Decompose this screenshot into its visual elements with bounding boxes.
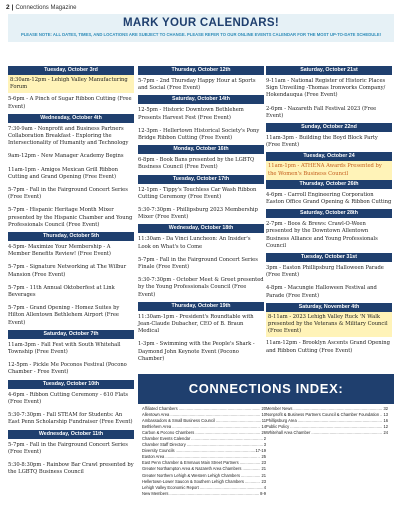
- index-entry: [266, 430, 388, 436]
- index-entry-page: 26: [261, 430, 266, 436]
- page-title: MARK YOUR CALENDARS!: [123, 17, 279, 29]
- calendar-event: 5-7pm - Fall in the Fairground Concert Series (Free Event): [8, 441, 128, 455]
- day-header: Saturday, November 4th: [266, 303, 392, 312]
- index-entry-name: Diversity Councils: [142, 448, 175, 454]
- day-header: Thursday, October 12th: [138, 66, 264, 75]
- calendar-event: 9am-12pm - New Manager Academy Begins: [8, 153, 124, 160]
- calendar-event: 5-7pm - Signature Networking at The Wilbur Mansion (Free Event): [8, 264, 127, 278]
- calendar-event: 5:30-8:30pm - Rainbow Bar Crawl presented by the LGBTQ Business Council: [8, 461, 134, 476]
- index-entry: [142, 491, 266, 497]
- index-entry-page: 11: [261, 418, 266, 424]
- calendar-event: 5:30-7:30pm - Fall STEAM for Students: An East Penn Scholarship Fundraiser (Free Event): [8, 412, 133, 426]
- index-entry-name: Greater Northern Lehigh & Western Lehigh Chambers: [142, 472, 240, 478]
- index-entry-page: 4: [263, 484, 266, 490]
- calendar-event: 5:30-7:30pm - Phillipsburg 2023 Membership Mixer (Free Event): [138, 207, 258, 221]
- index-entry-name: Member News: [266, 406, 293, 411]
- day-header: Tuesday, October 31st: [266, 253, 392, 262]
- day-header: Thursday, October 19th: [138, 302, 264, 311]
- day-header: Monday, October 16th: [138, 145, 264, 154]
- index-entry-page: 24: [383, 430, 388, 436]
- index-entry-name: Affiliated Chambers: [142, 406, 178, 411]
- day-header: Thursday, October 5th: [8, 232, 134, 241]
- index-title: CONNECTIONS INDEX:: [188, 381, 344, 396]
- day-header: Tuesday, October 10th: [8, 380, 134, 389]
- calendar-event: 11am-3pm - Building the Boyd Block Party (Free Event): [266, 135, 378, 149]
- calendar-event: 12-5pm - Historic Downtown Bethlehem Presents Harvest Fest (Free Event): [138, 107, 244, 121]
- schedule-notice: PLEASE NOTE: ALL DATES, TIMES, AND LOCATIONS ARE SUBJECT TO CHANGE. PLEASE REFER TO OUR ONLINE EVENTS CALENDAR FOR THE MOST UP-TO-DATE SCHEDULE!: [20, 32, 382, 37]
- index-list-right: [266, 406, 388, 436]
- day-header: Wednesday, October 18th: [138, 224, 264, 233]
- index-entry-name: Greater Northampton Area & Nazareth Area Chambers: [142, 466, 242, 472]
- day-header: Tuesday, October 24: [266, 152, 392, 161]
- day-header: Tuesday, October 17th: [138, 175, 264, 184]
- index-entry-name: Bethlehem Area: [142, 424, 172, 430]
- calendar-event: 5-7pm - 2nd Thursday Happy Hour at Sports and Social (Free Event): [138, 78, 256, 92]
- calendar-event: 11am-12pm - Brooklyn Ascents Grand Opening and Ribbon Cutting (Free Event): [266, 340, 390, 354]
- index-entry-name: Nonprofit & Business Partners Council & Chamber Foundation: [266, 412, 380, 418]
- index-entry-page: 23: [261, 478, 266, 484]
- index-entry-page: 21: [261, 472, 266, 478]
- index-entry-page: 3: [263, 442, 266, 448]
- index-title-box: [138, 374, 394, 404]
- index-entry-page: 16: [383, 418, 388, 424]
- index-entry-page: 2: [263, 436, 266, 442]
- calendar-event: 12-5pm - Pickle Me Poconos Festival (Pocono Chamber - Free Event): [8, 362, 127, 376]
- index-entry-page: 12: [383, 424, 388, 430]
- index-entry-page: 8-9: [260, 490, 266, 496]
- index-entry-page: 10: [261, 412, 266, 418]
- index-entry-page: 21: [261, 466, 266, 472]
- index-entry-page: 13: [383, 412, 388, 418]
- calendar-event: 4-5pm- Maximize Your Membership - A Member Benefits Review! (Free Event): [8, 244, 111, 258]
- calendar-event: 8-11am - 2023 Lehigh Valley Ruck 'N Walk presented by the Veterans & Military Council (Free Event): [266, 312, 392, 338]
- day-header: Wednesday, October 11th: [8, 430, 134, 439]
- calendar-event: 5-7pm - Grand Opening - Homez Suites by Hilton Allentown Bethlehem Airport (Free Event): [8, 305, 120, 326]
- calendar-event: 4-6pm - Carroll Engineering Corporation Easton Office Grand Opening & Ribbon Cutting: [266, 191, 392, 206]
- header-separator: |: [11, 4, 14, 11]
- index-entry-name: New Members: [142, 490, 169, 496]
- day-header: Saturday, October 21st: [266, 66, 392, 75]
- day-header: Sunday, October 22nd: [266, 123, 392, 132]
- index-entry-name: Chamber Events Calendar: [142, 436, 191, 442]
- calendar-event: 5:30-7:30pm - October Meet & Greet presented by the Young Professionals Council (Free Event): [138, 277, 264, 298]
- index-leader-dots: [169, 491, 259, 497]
- index-entry-name: Chamber Staff Directory: [142, 442, 186, 448]
- calendar-event: 11am-1pm - Amigos Mexican Grill Ribbon Cutting and Grand Opening (Free Event): [8, 166, 118, 180]
- index-entry-name: East Penn Chamber & Emmaus Main Street Partners: [142, 460, 239, 466]
- index-entry-page: 25: [261, 454, 266, 460]
- day-header: Saturday, October 28th: [266, 209, 392, 218]
- day-header: Saturday, October 7th: [8, 330, 134, 339]
- calendar-event: 2-6pm - Nazareth Fall Festival 2023 (Free Event): [266, 105, 377, 119]
- index-entry-name: Hellertown-Lower Saucon & Southern Lehigh Chambers: [142, 478, 244, 484]
- calendar-event: 9-11am - National Register of Historic Places Sign Unveiling -Thomas Ironworks Company/ Hokendauqua (Free Event): [266, 78, 386, 99]
- calendar-event: 12-3pm - Hellertown Historical Society's Pony Bridge Ribbon Cutting (Free Event): [138, 127, 260, 142]
- index-list-left: [142, 406, 266, 497]
- index-entry-page: 14: [261, 424, 266, 430]
- calendar-event: 5-7pm - Fall in the Fairground Concert Series Finale (Free Event): [138, 256, 258, 271]
- calendar-event: 4-8pm - Macungie Halloween Festival and Parade (Free Event): [266, 285, 377, 299]
- calendar-event: 7:30-9am - Nonprofit and Business Partners Collaboration Breakfast - Exploring the Intersectionality of Humanity and Technology: [8, 125, 129, 147]
- magazine-name: Connections Magazine: [15, 5, 77, 11]
- day-header: Tuesday, October 3rd: [8, 66, 134, 75]
- index-entry-name: Phillipsburg Area: [266, 418, 297, 424]
- calendar-title-box: [8, 14, 394, 42]
- page-header: [6, 4, 77, 13]
- calendar-event: 5-7pm - Hispanic Heritage Month Mixer presented by the Hispanic Chamber and Young Professionals Council (Free Event): [8, 207, 133, 228]
- calendar-column-3: [266, 66, 392, 358]
- calendar-event: 11:30am-1pm - President's Roundtable with Jean-Claude Dubacher, CEO of B. Braun Medical: [138, 313, 254, 335]
- calendar-event: 11am-3pm - Fall Fest with South Whitehall Township (Free Event): [8, 341, 121, 356]
- calendar-event: 1-3pm - Swimming with the People's Shark - Daymond John Keynote Event (Pocono Chamber): [138, 341, 255, 362]
- calendar-event: 11:30am - Da Vinci Luncheon: An Insider's Look on What's to Come: [138, 236, 251, 250]
- calendar-event: 5-6pm - A Pinch of Sugar Ribbon Cutting (Free Event): [8, 96, 132, 110]
- index-entry-name: Easton Area: [142, 454, 165, 460]
- calendar-event: 5-7pm - Fall in the Fairground Concert Series (Free Event): [8, 187, 128, 201]
- index-entry-name: Lehigh Valley Economic Report: [142, 484, 199, 490]
- index-entry-name: Whitehall Area Chamber: [266, 430, 311, 436]
- calendar-column-1: [8, 66, 134, 479]
- index-entry-name: Allentown Area: [142, 412, 170, 418]
- calendar-event: 8:30am-12pm - Lehigh Valley Manufacturing Forum: [8, 75, 134, 93]
- day-header: Wednesday, October 4th: [8, 114, 134, 123]
- calendar-event: 3pm - Easton Phillipsburg Halloween Parade (Free Event): [266, 265, 384, 279]
- index-entry-page: 20: [261, 406, 266, 411]
- index-entry-page: 17-19: [255, 448, 266, 454]
- index-entry-page: 23: [261, 460, 266, 466]
- index-entry-page: 32: [383, 406, 388, 411]
- calendar-column-2: [138, 66, 264, 366]
- index-entry-name: Carbon & Pocono Chambers: [142, 430, 195, 436]
- calendar-event: 6-8pm - Book Bans presented by the LGBTQ Business Council (Free Event): [138, 157, 255, 171]
- calendar-event: 4-6pm - Ribbon Cutting Ceremony - 610 Flats (Free Event): [8, 391, 129, 405]
- calendar-event: 12-1pm - Tippy's Touchless Car Wash Ribbon Cutting Ceremony (Free Event): [138, 186, 257, 200]
- index-leader-dots: [311, 430, 382, 436]
- calendar-event: 5-7pm - 11th Annual Oktoberfest at Link Beverages: [8, 284, 115, 299]
- index-entry-name: Ambassadors & Small Business Council: [142, 418, 215, 424]
- calendar-event: 2-7pm - Boos & Brews: Crawl-O-Ween presented by the Downtown Allentown Business Alliance and Young Professionals Council: [266, 221, 378, 249]
- day-header: Thursday, October 26th: [266, 180, 392, 189]
- page-number: 2: [6, 4, 10, 11]
- calendar-event: 11am-1pm - ATHENA Awards Presented by the Women's Business Council: [266, 161, 392, 179]
- day-header: Saturday, October 14th: [138, 95, 264, 104]
- index-entry-name: Public Policy: [266, 424, 290, 430]
